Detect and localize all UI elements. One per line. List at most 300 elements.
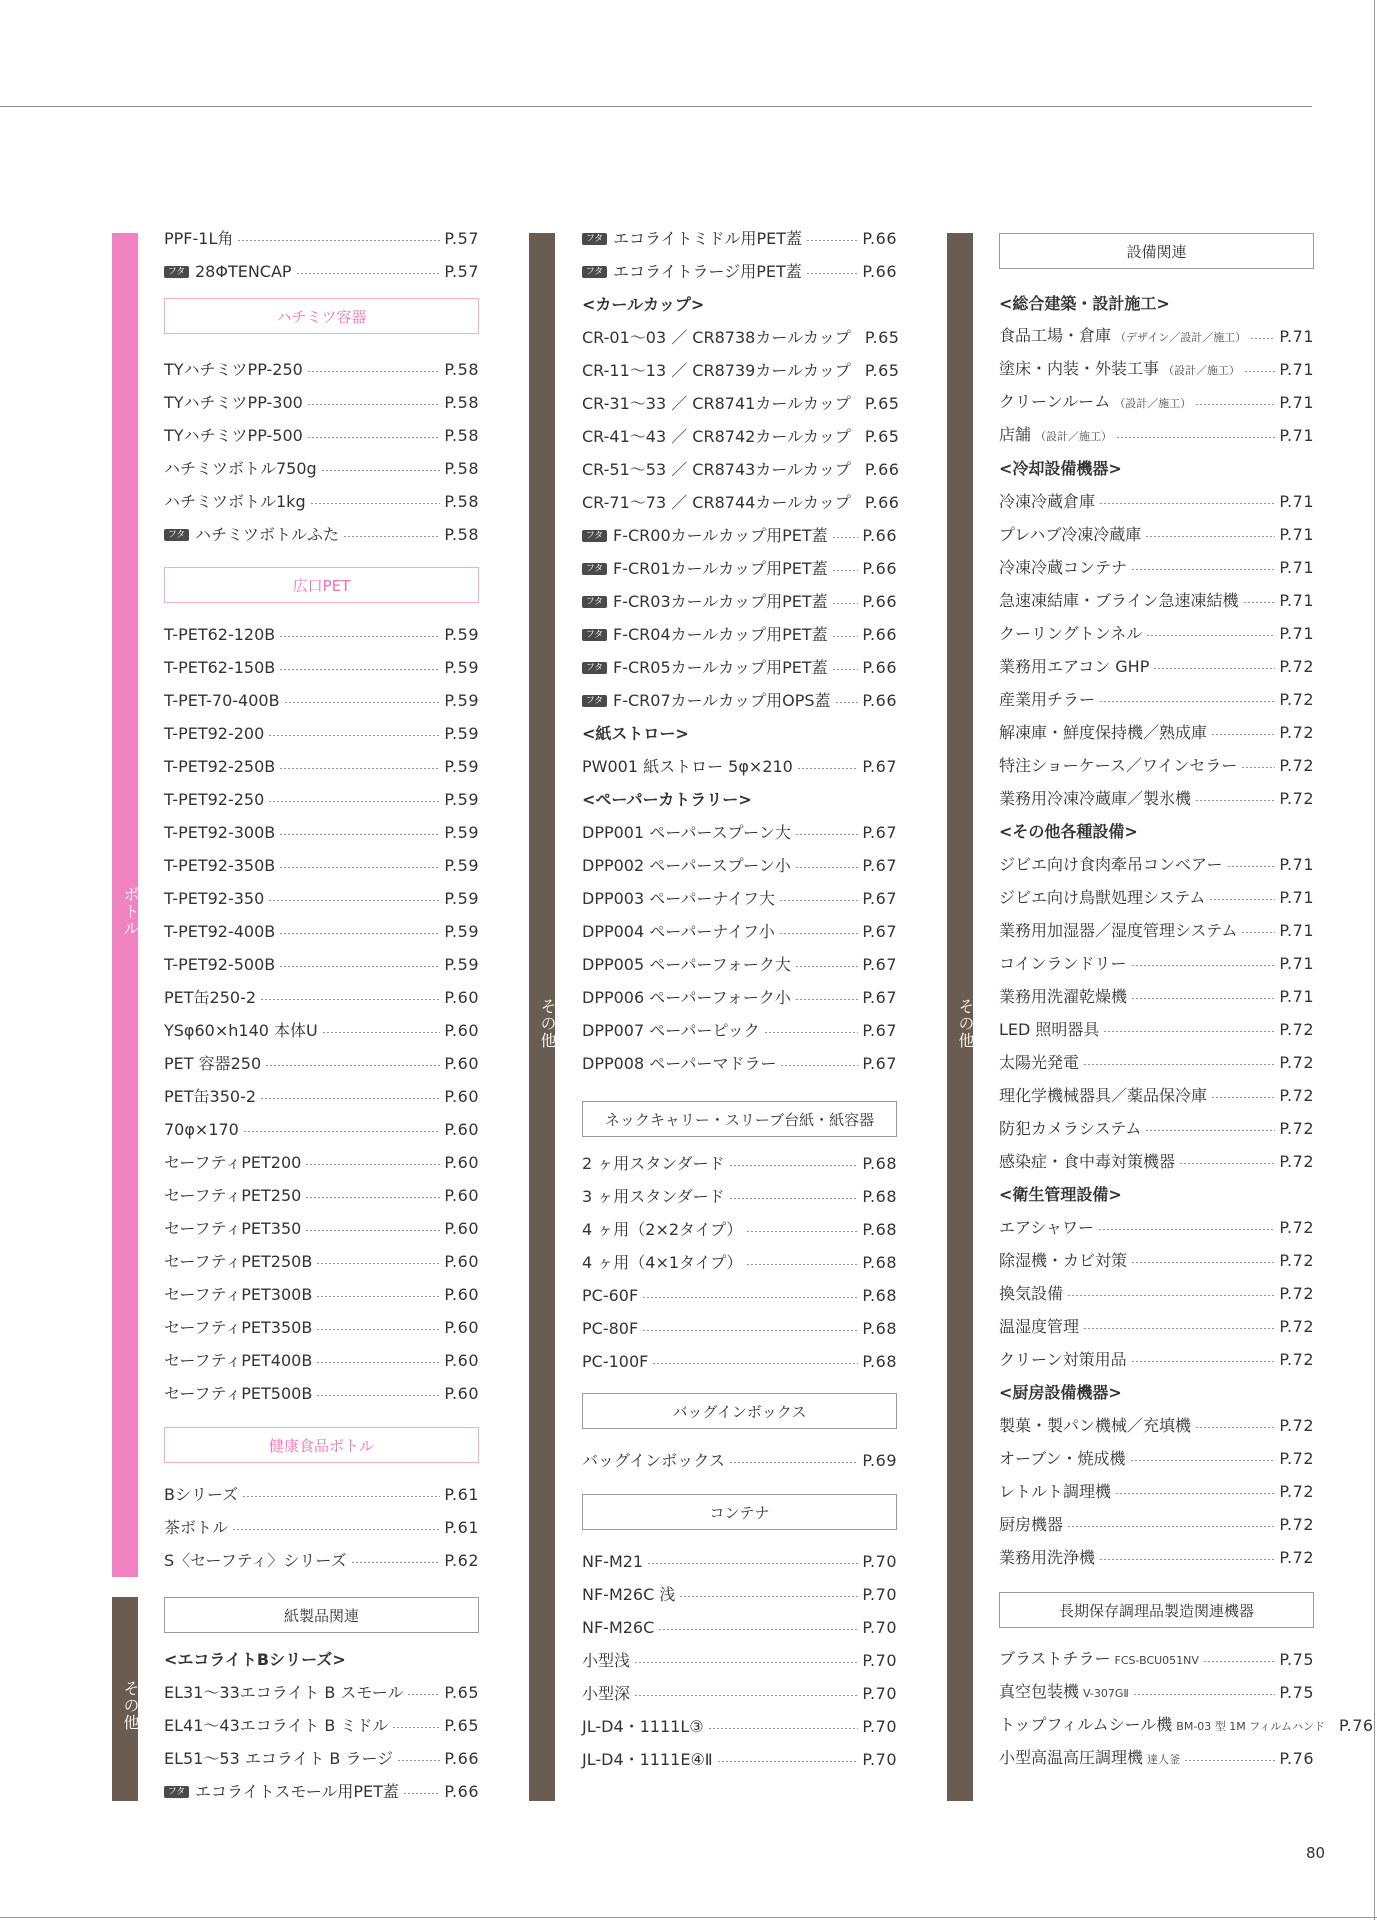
dot-leader [316,1395,440,1396]
lid-badge: フタ [164,266,189,278]
entry-page: P.60 [444,1383,479,1403]
dot-leader [316,1263,440,1264]
entry-page: P.72 [1279,1085,1314,1105]
dot-leader [260,999,440,1000]
index-entry [999,1244,1314,1277]
index-entry [164,1775,479,1808]
dot-leader [832,570,859,571]
entry-page: P.60 [444,1152,479,1172]
dot-leader [351,1562,441,1563]
entry-page: P.70 [862,1683,897,1703]
entry-name: PET缶350-2 [164,1086,257,1106]
dot-leader [795,999,859,1000]
index-entry [999,1046,1314,1079]
index-entry [999,1742,1314,1775]
index-entry [164,651,479,684]
entry-name: LED 照明器具 [999,1019,1100,1039]
entry-page: P.60 [444,1317,479,1337]
entry-page: P.57 [444,261,479,281]
dot-leader [764,1032,859,1033]
entry-name: <ペーパーカトラリー> [582,789,752,809]
entry-page: P.71 [1279,920,1314,940]
index-entry [582,915,897,948]
entry-name: EL51～53 エコライト B ラージ [164,1748,394,1768]
entry-note: BM-03 型 1M フィルムハンド [1176,1719,1325,1733]
index-entry [999,584,1314,617]
entry-page: P.58 [444,491,479,511]
dot-leader [1195,1427,1275,1428]
dot-leader [1131,965,1276,966]
dot-leader [316,1296,440,1297]
entry-page: P.59 [444,888,479,908]
index-entry [164,1544,479,1577]
index-entry [999,1079,1314,1112]
index-entry [164,783,479,816]
dot-leader [1243,602,1276,603]
index-entry [164,1344,479,1377]
dot-leader [305,1230,440,1231]
index-entry [582,948,897,981]
entry-name: F-CR00カールカップ用PET蓋 [613,525,828,545]
entry-page: P.65 [864,393,900,413]
entry-name: 業務用洗浄機 [999,1547,1096,1567]
entry-page: P.68 [862,1285,897,1305]
entry-page: P.72 [1279,1151,1314,1171]
index-entry [582,552,897,585]
entry-name: 小型浅 [582,1650,631,1670]
index-entry [999,419,1314,452]
entry-page: P.72 [1279,722,1314,742]
entry-name: レトルト調理機 [999,1481,1112,1501]
index-entry [582,1312,897,1345]
dot-leader [321,470,441,471]
tab-other-col2 [529,233,555,1801]
dot-leader [832,537,859,538]
index-entry [999,881,1314,914]
dot-leader [855,405,861,406]
index-entry [164,1080,479,1113]
dot-leader [1099,701,1275,702]
dot-leader [647,1563,858,1564]
entry-name: JL-D4・1111E④Ⅱ [582,1749,713,1769]
dot-leader [284,702,441,703]
dot-leader [717,1761,859,1762]
dot-leader [1244,371,1275,372]
entry-page: P.61 [444,1517,479,1537]
entry-page: P.72 [1279,1316,1314,1336]
dot-leader [1083,1328,1275,1329]
entry-name: F-CR05カールカップ用PET蓋 [613,657,828,677]
entry-page: P.65 [864,327,900,347]
entry-page: P.67 [862,921,897,941]
index-entry [582,1180,897,1213]
dot-leader [279,669,440,670]
entry-page: P.59 [444,690,479,710]
entry-name: エコライトミドル用PET蓋 [613,228,803,248]
dot-leader [832,603,859,604]
entry-name: 冷凍冷蔵コンテナ [999,557,1128,577]
entry-page: P.72 [1279,1217,1314,1237]
entry-name: トップフィルムシール機 [999,1714,1173,1734]
index-entry [164,1179,479,1212]
index-entry [164,419,479,452]
dot-leader [832,636,859,637]
dot-leader [279,867,440,868]
entry-name: TYハチミツPP-500 [164,425,303,445]
lid-badge: フタ [582,266,607,278]
index-entry [999,551,1314,584]
entry-page: P.60 [444,1119,479,1139]
index-entry [582,1611,897,1644]
entry-page: P.71 [1279,392,1314,412]
dot-leader [1203,1661,1275,1662]
dot-leader [779,900,859,901]
entry-name: 4 ヶ用（2×2タイプ） [582,1219,743,1239]
category-header: 設備関連 [999,233,1314,269]
index-entry [999,1343,1314,1376]
dot-leader [795,834,859,835]
lid-badge: フタ [582,596,607,608]
dot-leader [407,1694,440,1695]
dot-leader [1209,899,1275,900]
index-entry [582,486,900,519]
entry-name: CR-51～53 ／ CR8743カールカップ [582,459,851,479]
entry-page: P.67 [862,855,897,875]
entry-page: P.70 [862,1551,897,1571]
entry-name: CR-31～33 ／ CR8741カールカップ [582,393,851,413]
index-entry [582,849,897,882]
entry-name: オーブン・焼成機 [999,1448,1126,1468]
index-entry [582,618,897,651]
dot-leader [243,1131,441,1132]
entry-page: P.59 [444,789,479,809]
entry-page: P.59 [444,657,479,677]
entry-page: P.68 [862,1186,897,1206]
index-entry [164,981,479,1014]
entry-name: ハチミツボトルふた [195,524,340,544]
entry-page: P.60 [444,1053,479,1073]
index-entry [164,222,479,255]
index-entry [582,1444,897,1477]
entry-page: P.59 [444,822,479,842]
entry-page: P.72 [1279,1514,1314,1534]
index-entry [582,585,897,618]
right-edge-rule [1374,0,1375,1920]
entry-name: NF-M26C [582,1617,655,1637]
dot-leader [1098,1229,1275,1230]
index-entry [999,1541,1314,1574]
section-heading [999,815,1314,848]
index-entry [999,1709,1374,1742]
entry-page: P.68 [862,1318,897,1338]
section-heading [999,1178,1314,1211]
entry-name: DPP003 ペーパーナイフ大 [582,888,775,908]
index-entry [582,354,900,387]
entry-name: T-PET92-300B [164,822,276,842]
section-heading [999,287,1314,320]
entry-name: セーフティPET400B [164,1350,313,1370]
entry-page: P.70 [862,1617,897,1637]
dot-leader [392,1727,440,1728]
entry-note: （設計／施工） [1035,429,1113,443]
entry-name: <エコライトBシリーズ> [164,1649,346,1669]
category-header: 紙製品関連 [164,1597,479,1633]
dot-leader [1153,668,1275,669]
entry-page: P.66 [862,657,897,677]
tab-other-col1 [112,1597,138,1801]
dot-leader [855,339,861,340]
dot-leader [242,1496,440,1497]
dot-leader [268,801,440,802]
entry-name: 3 ヶ用スタンダード [582,1186,725,1206]
section-heading [164,1643,479,1676]
entry-name: 真空包装機 [999,1681,1080,1701]
section-heading [999,1376,1314,1409]
entry-name: プレハブ冷凍冷蔵庫 [999,524,1142,544]
entry-name: 解凍庫・鮮度保持機／熟成庫 [999,722,1208,742]
index-entry [164,882,479,915]
entry-page: P.68 [862,1351,897,1371]
dot-leader [634,1695,858,1696]
entry-page: P.60 [444,1218,479,1238]
index-entry [164,1478,479,1511]
entry-note: （デザイン／設計／施工） [1115,330,1247,344]
entry-page: P.68 [862,1252,897,1272]
dot-leader [279,933,440,934]
entry-page: P.65 [864,360,900,380]
entry-name: <衛生管理設備> [999,1184,1122,1204]
entry-note: FCS-BCU051NV [1114,1653,1199,1667]
index-entry [999,650,1314,683]
entry-page: P.70 [862,1584,897,1604]
index-entry [164,1212,479,1245]
entry-name: S〈セーフティ〉シリーズ [164,1550,347,1570]
index-entry [999,716,1314,749]
entry-page: P.59 [444,756,479,776]
dot-leader [855,372,861,373]
dot-leader [296,273,441,274]
entry-page: P.66 [862,591,897,611]
index-entry [582,387,900,420]
entry-page: P.71 [1279,986,1314,1006]
index-entry [999,848,1314,881]
entry-name: 理化学機械器具／薬品保冷庫 [999,1085,1208,1105]
entry-page: P.60 [444,1020,479,1040]
entry-page: P.72 [1279,788,1314,808]
dot-leader [279,834,440,835]
entry-name: 太陽光発電 [999,1052,1080,1072]
entry-name: T-PET62-120B [164,624,276,644]
entry-name: 28ΦTENCAP [195,261,292,281]
dot-leader [729,1462,858,1463]
entry-name: CR-01～03 ／ CR8738カールカップ [582,327,851,347]
entry-name: 製菓・製パン機械／充填機 [999,1415,1192,1435]
index-entry [164,1676,479,1709]
entry-page: P.72 [1279,656,1314,676]
index-entry [582,1545,897,1578]
index-entry [164,386,479,419]
index-entry [164,618,479,651]
entry-page: P.66 [444,1748,479,1768]
dot-leader [279,966,440,967]
index-entry [999,1145,1314,1178]
dot-leader [1211,734,1275,735]
tab-other-col3 [947,233,973,1801]
index-entry [999,1211,1314,1244]
entry-name: 小型深 [582,1683,631,1703]
dot-leader [268,900,440,901]
index-entry [164,452,479,485]
index-entry [582,1213,897,1246]
entry-page: P.67 [862,756,897,776]
entry-name: DPP008 ペーパーマドラー [582,1053,777,1073]
entry-page: P.71 [1279,854,1314,874]
entry-page: P.65 [864,426,900,446]
dot-leader [806,240,858,241]
index-entry [164,816,479,849]
entry-page: P.67 [862,888,897,908]
index-entry [582,453,900,486]
dot-leader [1133,1694,1276,1695]
entry-name: T-PET-70-400B [164,690,280,710]
dot-leader [343,536,440,537]
index-entry [582,1743,897,1776]
entry-name: F-CR04カールカップ用PET蓋 [613,624,828,644]
dot-leader [1099,1559,1275,1560]
entry-page: P.76 [1279,1748,1314,1768]
entry-name: セーフティPET350 [164,1218,302,1238]
index-entry [999,1013,1314,1046]
entry-name: T-PET92-400B [164,921,276,941]
entry-name: 業務用エアコン GHP [999,656,1150,676]
entry-name: PC-100F [582,1351,649,1371]
tab-other-label: その他 [121,1679,140,1731]
entry-name: PC-60F [582,1285,639,1305]
dot-leader [1195,404,1275,405]
entry-page: P.68 [862,1219,897,1239]
entry-name: ブラストチラー [999,1648,1111,1668]
entry-name: エコライトラージ用PET蓋 [613,261,802,281]
index-entry [999,1475,1314,1508]
entry-page: P.72 [1279,1118,1314,1138]
index-entry [164,684,479,717]
entry-name: PET缶250-2 [164,987,257,1007]
index-entry [582,750,897,783]
index-entry [164,1311,479,1344]
entry-page: P.59 [444,954,479,974]
dot-leader [1329,1727,1335,1728]
entry-name: 産業用チラー [999,689,1096,709]
entry-name: 特注ショーケース／ワインセラー [999,755,1238,775]
index-entry [999,1643,1314,1676]
entry-page: P.58 [444,359,479,379]
entry-name: PC-80F [582,1318,639,1338]
entry-note: V-307GⅡ [1083,1686,1129,1700]
dot-leader [855,438,861,439]
category-header: 広口PET [164,567,479,603]
entry-page: P.75 [1279,1682,1314,1702]
index-entry [164,485,479,518]
entry-name: 防犯カメラシステム [999,1118,1142,1138]
dot-leader [806,273,859,274]
entry-note: 達人釜 [1147,1752,1181,1766]
entry-name: CR-71～73 ／ CR8744カールカップ [582,492,851,512]
lid-badge: フタ [582,629,607,641]
entry-page: P.72 [1279,755,1314,775]
entry-page: P.72 [1279,1019,1314,1039]
index-entry [164,1146,479,1179]
section-heading [582,717,897,750]
entry-page: P.60 [444,1251,479,1271]
entry-name: クリーン対策用品 [999,1349,1127,1369]
entry-name: 急速凍結庫・ブライン急速凍結機 [999,590,1239,610]
index-entry [999,749,1314,782]
dot-leader [729,1165,859,1166]
entry-name: 店舗 [999,424,1032,444]
entry-page: P.67 [862,822,897,842]
index-entry [999,1310,1314,1343]
category-header: コンテナ [582,1494,897,1530]
category-header: ネックキャリー・スリーブ台紙・紙容器 [582,1101,897,1137]
dot-leader [1067,1526,1275,1527]
entry-page: P.70 [862,1749,897,1769]
dot-leader [1130,1460,1276,1461]
entry-page: P.71 [1279,359,1314,379]
entry-name: F-CR03カールカップ用PET蓋 [613,591,828,611]
entry-name: 冷凍冷蔵倉庫 [999,491,1096,511]
dot-leader [279,636,440,637]
entry-name: DPP004 ペーパーナイフ小 [582,921,775,941]
entry-name: T-PET92-350B [164,855,276,875]
index-entry [582,1578,897,1611]
index-entry [164,1278,479,1311]
index-entry [582,1147,897,1180]
entry-name: YSφ60×h140 本体U [164,1020,318,1040]
entry-page: P.65 [444,1715,479,1735]
dot-leader [746,1231,858,1232]
dot-leader [679,1596,858,1597]
entry-page: P.75 [1279,1649,1314,1669]
entry-name: 小型高温高圧調理機 [999,1747,1144,1767]
entry-name: 4 ヶ用（4×1タイプ） [582,1252,743,1272]
tab-other-label: その他 [538,997,557,1049]
dot-leader [779,933,859,934]
entry-page: P.66 [862,228,897,248]
dot-leader [265,1065,440,1066]
dot-leader [305,1164,440,1165]
entry-page: P.69 [862,1450,897,1470]
entry-name: T-PET92-200 [164,723,265,743]
entry-name: ハチミツボトル750g [164,458,317,478]
lid-badge: フタ [582,662,607,674]
entry-page: P.60 [444,1086,479,1106]
dot-leader [307,437,441,438]
entry-page: P.70 [862,1650,897,1670]
bottom-edge-rule [0,1917,1377,1918]
index-entry [999,617,1314,650]
index-entry [999,1112,1314,1145]
dot-leader [1116,437,1275,438]
entry-name: セーフティPET300B [164,1284,313,1304]
dot-leader [268,735,440,736]
index-entry [164,1047,479,1080]
entry-page: P.72 [1279,1349,1314,1369]
dot-leader [305,1197,440,1198]
lid-badge: フタ [582,233,607,245]
lid-badge: フタ [582,563,607,575]
entry-name: 業務用洗濯乾燥機 [999,986,1128,1006]
dot-leader [780,1065,858,1066]
